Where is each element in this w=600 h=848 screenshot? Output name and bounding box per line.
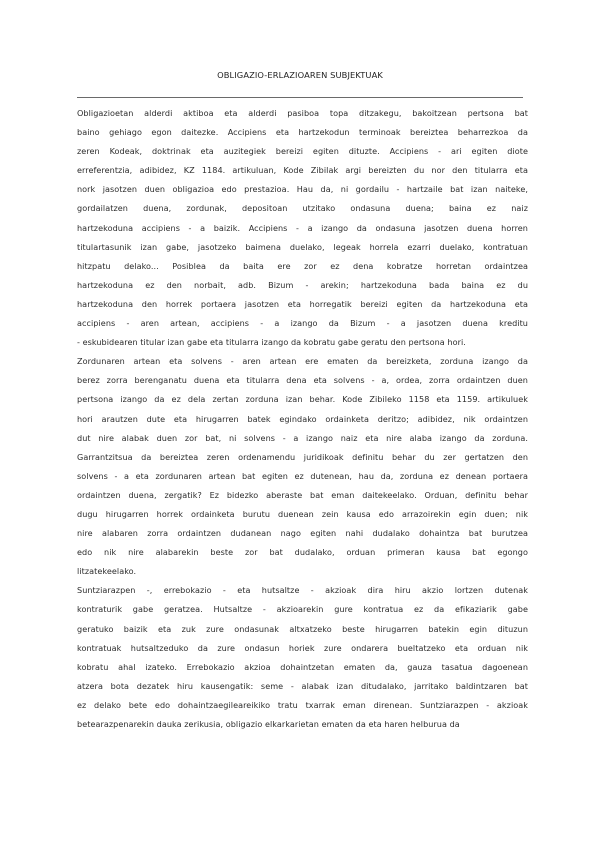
text-line: kobratu ahal izateko. Errebokazio akzioa dohaintzetan ematen da, gauza tasatua dagoenean (77, 661, 528, 672)
text-line: titulartasunik izan gabe, jasotzeko baimena duelako, legeak horrela ezarri duelako, kontratuan (77, 241, 528, 252)
text-line: solvens - a eta zordunaren artean bat egiten ez dutenean, hau da, zorduna ez denean portaera (77, 470, 528, 481)
text-line: geratuko baizik eta zuk zure ondasunak altxatzeko beste hirugarren batekin egin dituzun (77, 623, 528, 634)
text-line: ordaintzen duena, zergatik? Ez bidezko aberaste bat eman daitekeelako. Orduan, definitu behar (77, 489, 528, 500)
text-line: dut nire alabak duen zor bat, ni solvens - a izango naiz eta nire alaba izango da zorduna. (77, 432, 528, 443)
title-divider (77, 97, 523, 98)
text-line: litzatekeelako. (77, 566, 137, 577)
body-text (77, 104, 528, 734)
text-line: Suntziarazpen -, errebokazio - eta hutsaltze - akzioak dira hiru akzio lortzen dutenak (77, 585, 528, 596)
text-line: hitzpatu delako... Posiblea da baita ere zor ez dena kobratze horretan ordaintzea (77, 260, 528, 271)
text-line: nire alabaren zorra ordaintzen dudanean nago egiten nahi dudalako dohaintza bat burutzea (77, 528, 528, 539)
text-line: hartzekoduna accipiens - a baizik. Accipiens - a izango da ondasuna jasotzen duena horren (77, 222, 528, 233)
text-line: pertsona izango da ez dela zertan zorduna izan behar. Kode Zibileko 1158 eta 1159. artikuluek (77, 394, 528, 405)
text-line: dugu hirugarren horrek ordainketa burutu duenean zein kausa edo arrazoirekin egin duen; nik (77, 508, 528, 519)
page-title: OBLIGAZIO-ERLAZIOAREN SUBJEKTUAK (217, 70, 383, 80)
text-line: erreferentzia, adibidez, KZ 1184. artikuluan, Kode Zibilak argi bereizten du nor den titularra eta (77, 165, 528, 176)
text-line: edo nik nire alabarekin beste zor bat dudalako, orduan primeran kausa bat egongo (77, 547, 528, 558)
text-line: zeren Kodeak, doktrinak eta auzitegiek bereizi egiten dituzte. Accipiens - ari egiten diote (77, 146, 528, 157)
text-line: atzera bota dezatek hiru kausengatik: seme - alabak izan ditudalako, jarritako baldintzaren bat (77, 680, 528, 691)
text-line: Garrantzitsua da bereiztea zeren ordenamendu juridikoak definitu behar du zer gertatzen den (77, 451, 528, 462)
text-line: kontraturik gabe geratzea. Hutsaltze - akzioarekin gure kontratua ez da efikaziarik gabe (77, 604, 528, 615)
text-line: Obligazioetan alderdi aktiboa eta alderdi pasiboa topa ditzakegu, bakoitzean pertsona bat (77, 108, 528, 118)
text-line: hartzekoduna ez den norbait, adb. Bizum - arekin; hartzekoduna bada baina ez du (77, 279, 528, 290)
text-line: berez zorra berenganatu duena eta titularra dena eta solvens - a, ordea, zorra ordaintzen duen (77, 375, 528, 386)
text-line: hartzekoduna den horrek portaera jasotzen eta horregatik bereizi egiten da hartzekoduna eta (77, 298, 528, 309)
text-line: hori arautzen dute eta hirugarren batek egindako ordainketa deritzo; adibidez, nik ordaintzen (77, 413, 528, 424)
text-line: gordailatzen duena, zordunak, depositoan utzitako ondasuna duena; baina ez naiz (77, 203, 528, 214)
text-line: - eskubidearen titular izan gabe eta titularra izango da kobratu gabe geratu den pertsona hori. (77, 337, 466, 348)
text-line: betearazpenarekin dauka zerikusia, obligazio elkarkarietan ematen da eta haren helburua da (77, 719, 460, 729)
text-line: ez delako bete edo dohaintzaegileareikiko tratu txarrak eman direnean. Suntziarazpen - akzioak (77, 699, 528, 710)
text-line: kontratuak hutsaltzeduko da zure ondasun horiek zure ondarera bueltatzeko eta orduan nik (77, 642, 528, 653)
text-line: Zordunaren artean eta solvens - aren artean ere ematen da bereizketa, zorduna izango da (77, 356, 528, 367)
text-line: baino gehiago egon daitezke. Accipiens eta hartzekodun terminoak bereiztea beharrezkoa da (77, 127, 528, 138)
text-line: nork jasotzen duen obligazioa edo prestazioa. Hau da, ni gordailu - hartzaile bat izan naiteke, (77, 184, 528, 195)
text-line: accipiens - aren artean, accipiens - a izango da Bizum - a jasotzen duena kreditu (77, 318, 528, 329)
